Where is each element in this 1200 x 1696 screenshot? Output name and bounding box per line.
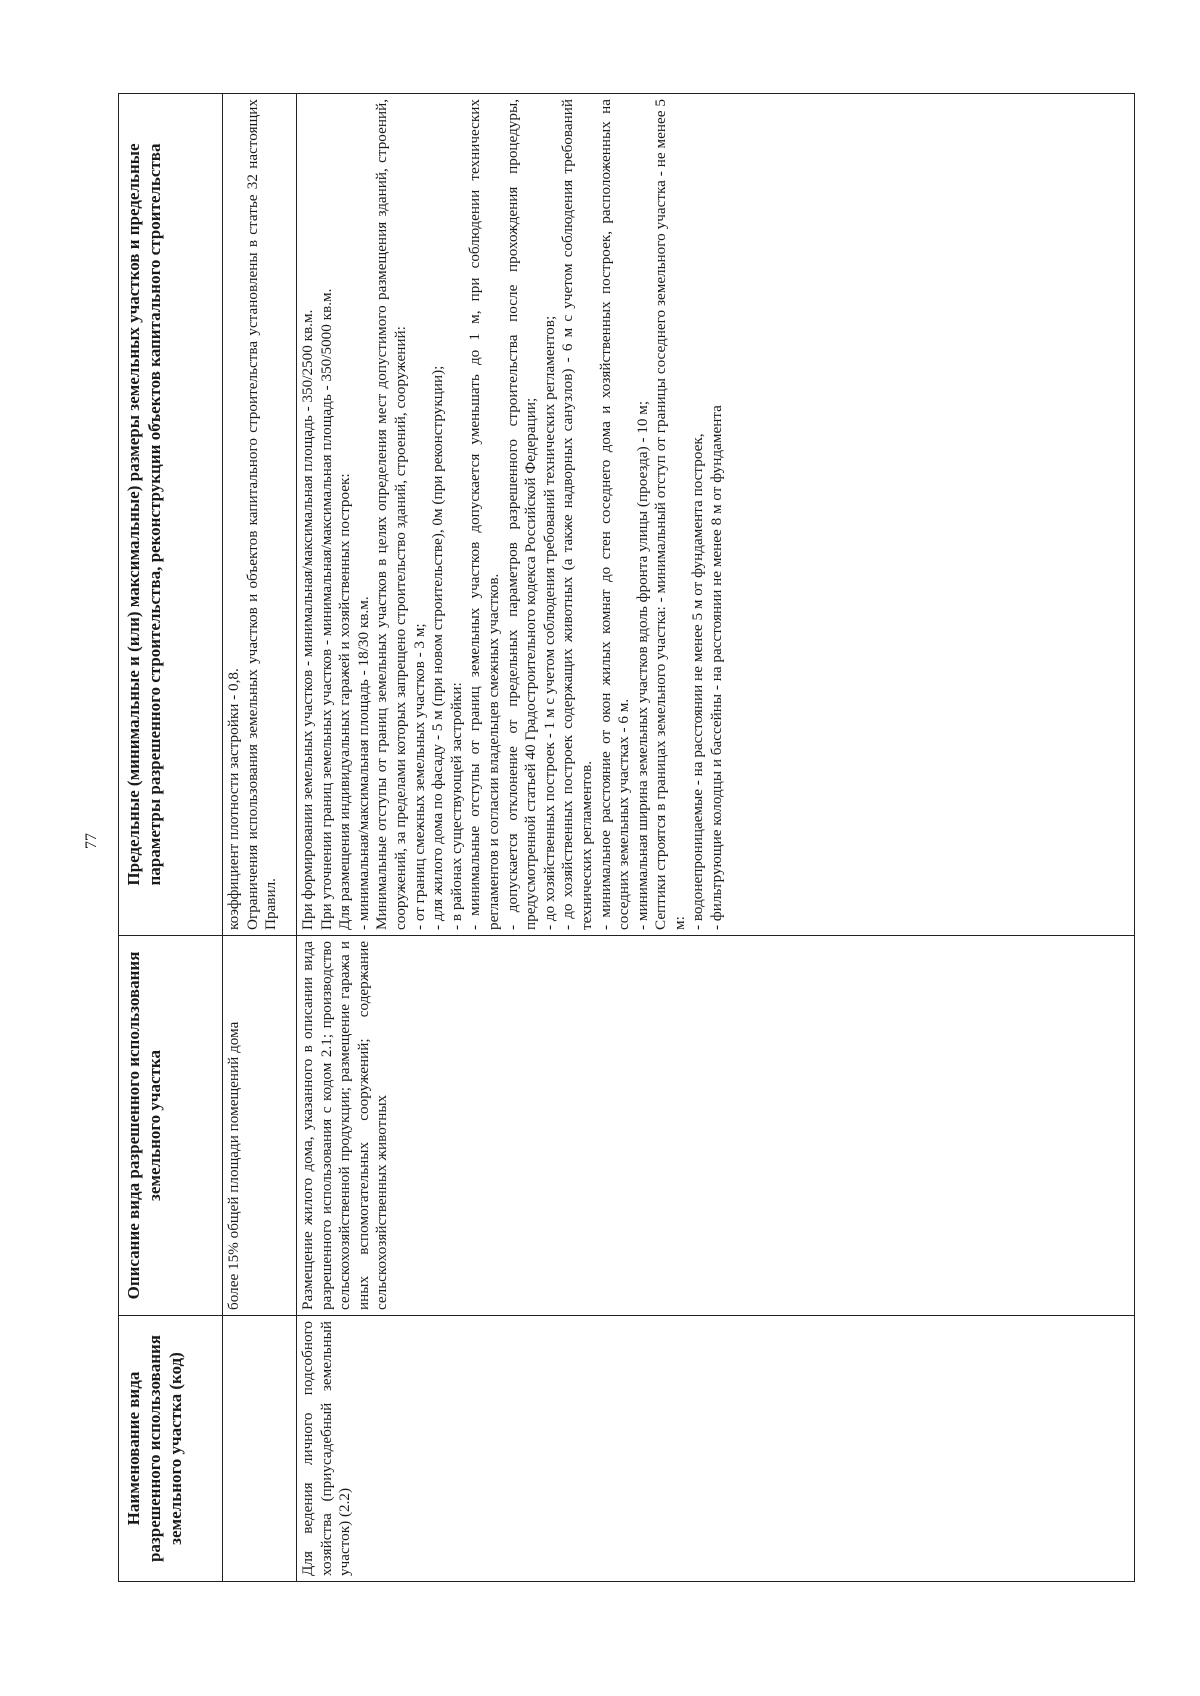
row2-limits-cell bbox=[297, 94, 1135, 936]
table-header-row bbox=[119, 94, 223, 1582]
limit-line: При формировании земельных участков - минимальная/максимальная площадь - 350/2500 кв.м. bbox=[299, 309, 316, 930]
row2-name-cell: Для ведения личного подсобного хозяйства (приусадебный земельный участок) (2.2) bbox=[297, 1316, 1135, 1582]
limit-line: Для размещения индивидуальных гаражей и хозяйственных построек: bbox=[336, 473, 354, 930]
page-number: 77 bbox=[83, 833, 100, 849]
limit-line: коэффициент плотности застройки - 0,8. bbox=[225, 668, 242, 930]
row2-description-cell: Размещение жилого дома, указанного в описании вида разрешенного использования с кодом 2.1; производство сельскохозяйственной продукции; размещение гаража и иных вспомогательных сооружений; содержание сельскохозяйственных животных bbox=[297, 936, 1135, 1316]
limit-line: - минимальная ширина земельных участков вдоль фронта улицы (проезда) - 10 м; bbox=[633, 400, 651, 930]
limit-line: - допускается отклонение от предельных параметров разрешенного строительства после прохождения процедуры, предусмотренной статьей 40 Градостроительного кодекса Российской Федерации; bbox=[503, 99, 540, 930]
limit-line: Септики строятся в границах земельного участка: - минимальный отступ от границы соседнего земельного участка - не менее 5 м: bbox=[652, 99, 688, 930]
limit-line: - до хозяйственных построек - 1 м с учетом соблюдения требований технических регламентов; bbox=[540, 315, 558, 930]
limit-line: - минимальное расстояние от окон жилых комнат до стен соседнего дома и хозяйственных построек, расположенных на соседних земельных участках - 6 м. bbox=[596, 99, 633, 930]
limit-line: При уточнении границ земельных участков - минимальная/максимальная площадь - 350/5000 кв.м. bbox=[317, 288, 335, 930]
limit-line: - в районах существующей застройки: bbox=[447, 682, 465, 930]
limit-line: - для жилого дома по фасаду - 5 м (при новом строительстве), 0м (при реконструкции); bbox=[429, 365, 447, 930]
limit-line: Минимальные отступы от границ земельных участков в целях определения мест допустимого размещения зданий, строений, сооружений, за пределами которых запрещено строительство зданий, строений, сооружений: bbox=[373, 99, 409, 930]
table-row bbox=[223, 94, 297, 1582]
row1-name-cell bbox=[223, 1316, 297, 1582]
limit-line: Ограничения использования земельных участков и объектов капитального строительства установлены в статье 32 настоящих Правил. bbox=[243, 99, 280, 930]
rotated-page-content bbox=[118, 94, 1135, 1582]
limit-line: - от границ смежных земельных участков - 3 м; bbox=[410, 623, 428, 930]
header-name: Наименование вида разрешенного использования земельного участка (код) bbox=[119, 1316, 223, 1582]
land-use-table bbox=[118, 93, 1135, 1582]
header-description: Описание вида разрешенного использования земельного участка bbox=[119, 936, 223, 1316]
limit-line: - фильтрующие колодцы и бассейны - на расстоянии не менее 8 м от фундамента bbox=[708, 405, 726, 930]
table-row bbox=[297, 94, 1135, 1582]
limit-line: - водонепроницаемые - на расстоянии не менее 5 м от фундамента построек, bbox=[689, 433, 707, 930]
limit-line: - до хозяйственных построек содержащих животных (а также надворных санузлов) - 6 м с учетом соблюдения требований технических регламентов. bbox=[559, 99, 595, 930]
header-limits: Предельные (минимальные и (или) максимальные) размеры земельных участков и предельные параметры разрешенного строительства, реконструкции объектов капитального строительства bbox=[119, 94, 223, 936]
row1-description-cell: более 15% общей площади помещений дома bbox=[223, 936, 297, 1316]
row1-limits-cell bbox=[223, 94, 297, 936]
limit-line: - минимальная/максимальная площадь - 18/30 кв.м. bbox=[354, 596, 372, 930]
limit-line: - минимальные отступы от границ земельных участков допускается уменьшать до 1 м, при соблюдении технических регламентов и согласии владельцев смежных участков. bbox=[466, 99, 502, 930]
